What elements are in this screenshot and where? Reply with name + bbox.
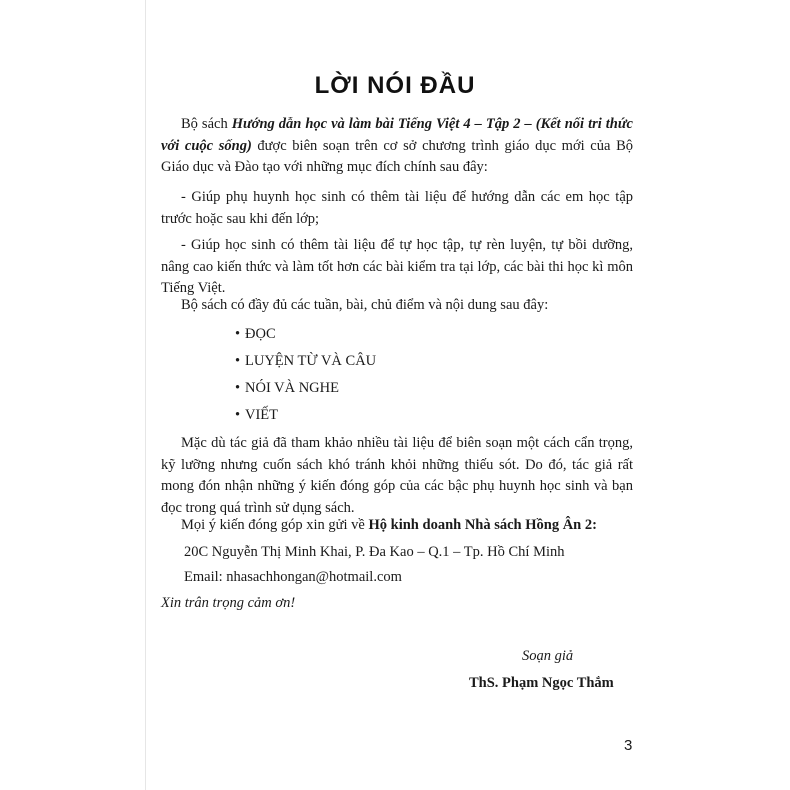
- list-item: [235, 351, 376, 378]
- contents-intro: [161, 295, 633, 317]
- feedback-paragraph: [161, 433, 633, 519]
- bullet-icon: •: [235, 407, 241, 423]
- bullet-icon: •: [235, 353, 241, 369]
- list-item-label: VIẾT: [245, 407, 279, 423]
- page-edge-divider: [145, 0, 146, 790]
- publisher-name: Hộ kinh doanh Nhà sách Hồng Ân 2: [368, 517, 593, 533]
- signature-role: Soạn giả: [522, 648, 574, 664]
- email-line: Email: nhasachhongan@hotmail.com: [184, 569, 402, 585]
- page-title: LỜI NÓI ĐẦU: [314, 72, 476, 99]
- bullet-icon: •: [235, 326, 241, 342]
- intro-lead: Bộ sách: [181, 116, 232, 132]
- feedback-text: Mặc dù tác giả đã tham khảo nhiều tài liệu để biên soạn một cách cẩn trọng, kỹ lưỡng nhưng cuốn sách khó tránh khỏi những thiếu sót. Do đó, tác giả rất mong đón nhận những ý kiến đóng góp của các bậc phụ huynh học sinh và bạn đọc trong quá trình sử dụng sách.: [161, 435, 633, 516]
- intro-rest: được biên soạn trên cơ sở chương trình giáo dục mới của Bộ Giáo dục và Đào tạo với những mục đích chính sau đây:: [161, 137, 634, 175]
- signature-author: ThS. Phạm Ngọc Thắm: [469, 675, 614, 691]
- list-item-label: NÓI VÀ NGHE: [245, 380, 339, 396]
- contact-lead: Mọi ý kiến đóng góp xin gửi về: [181, 517, 369, 533]
- contact-colon: :: [592, 517, 597, 533]
- purpose-text-1: - Giúp phụ huynh học sinh có thêm tài liệu để hướng dẫn các em học tập trước hoặc sau khi đến lớp;: [161, 189, 633, 227]
- bullet-icon: •: [235, 380, 241, 396]
- list-item-label: LUYỆN TỪ VÀ CÂU: [245, 353, 377, 369]
- list-item: [235, 378, 376, 405]
- contents-intro-text: Bộ sách có đầy đủ các tuần, bài, chủ điểm và nội dung sau đây:: [181, 297, 549, 313]
- purpose-paragraph-2: [161, 235, 633, 300]
- list-item: [235, 405, 376, 432]
- book-title: Hướng dẫn học và làm bài Tiếng Việt 4 – Tập 2 – (Kết nối tri thức với cuộc sống): [161, 116, 633, 154]
- intro-paragraph: [161, 114, 633, 179]
- thanks-line: Xin trân trọng cảm ơn!: [161, 595, 296, 611]
- contents-list: [235, 324, 376, 432]
- address-line: 20C Nguyễn Thị Minh Khai, P. Đa Kao – Q.1 – Tp. Hồ Chí Minh: [184, 544, 565, 560]
- contact-line: [181, 515, 597, 536]
- purpose-text-2: - Giúp học sinh có thêm tài liệu để tự học tập, tự rèn luyện, tự bồi dưỡng, nâng cao kiến thức và làm tốt hơn các bài kiểm tra tại lớp, các bài thi học kì môn Tiếng Việt.: [161, 237, 633, 296]
- page-number: 3: [624, 737, 633, 754]
- list-item: [235, 324, 376, 351]
- list-item-label: ĐỌC: [245, 326, 276, 342]
- purpose-paragraph-1: [161, 187, 633, 230]
